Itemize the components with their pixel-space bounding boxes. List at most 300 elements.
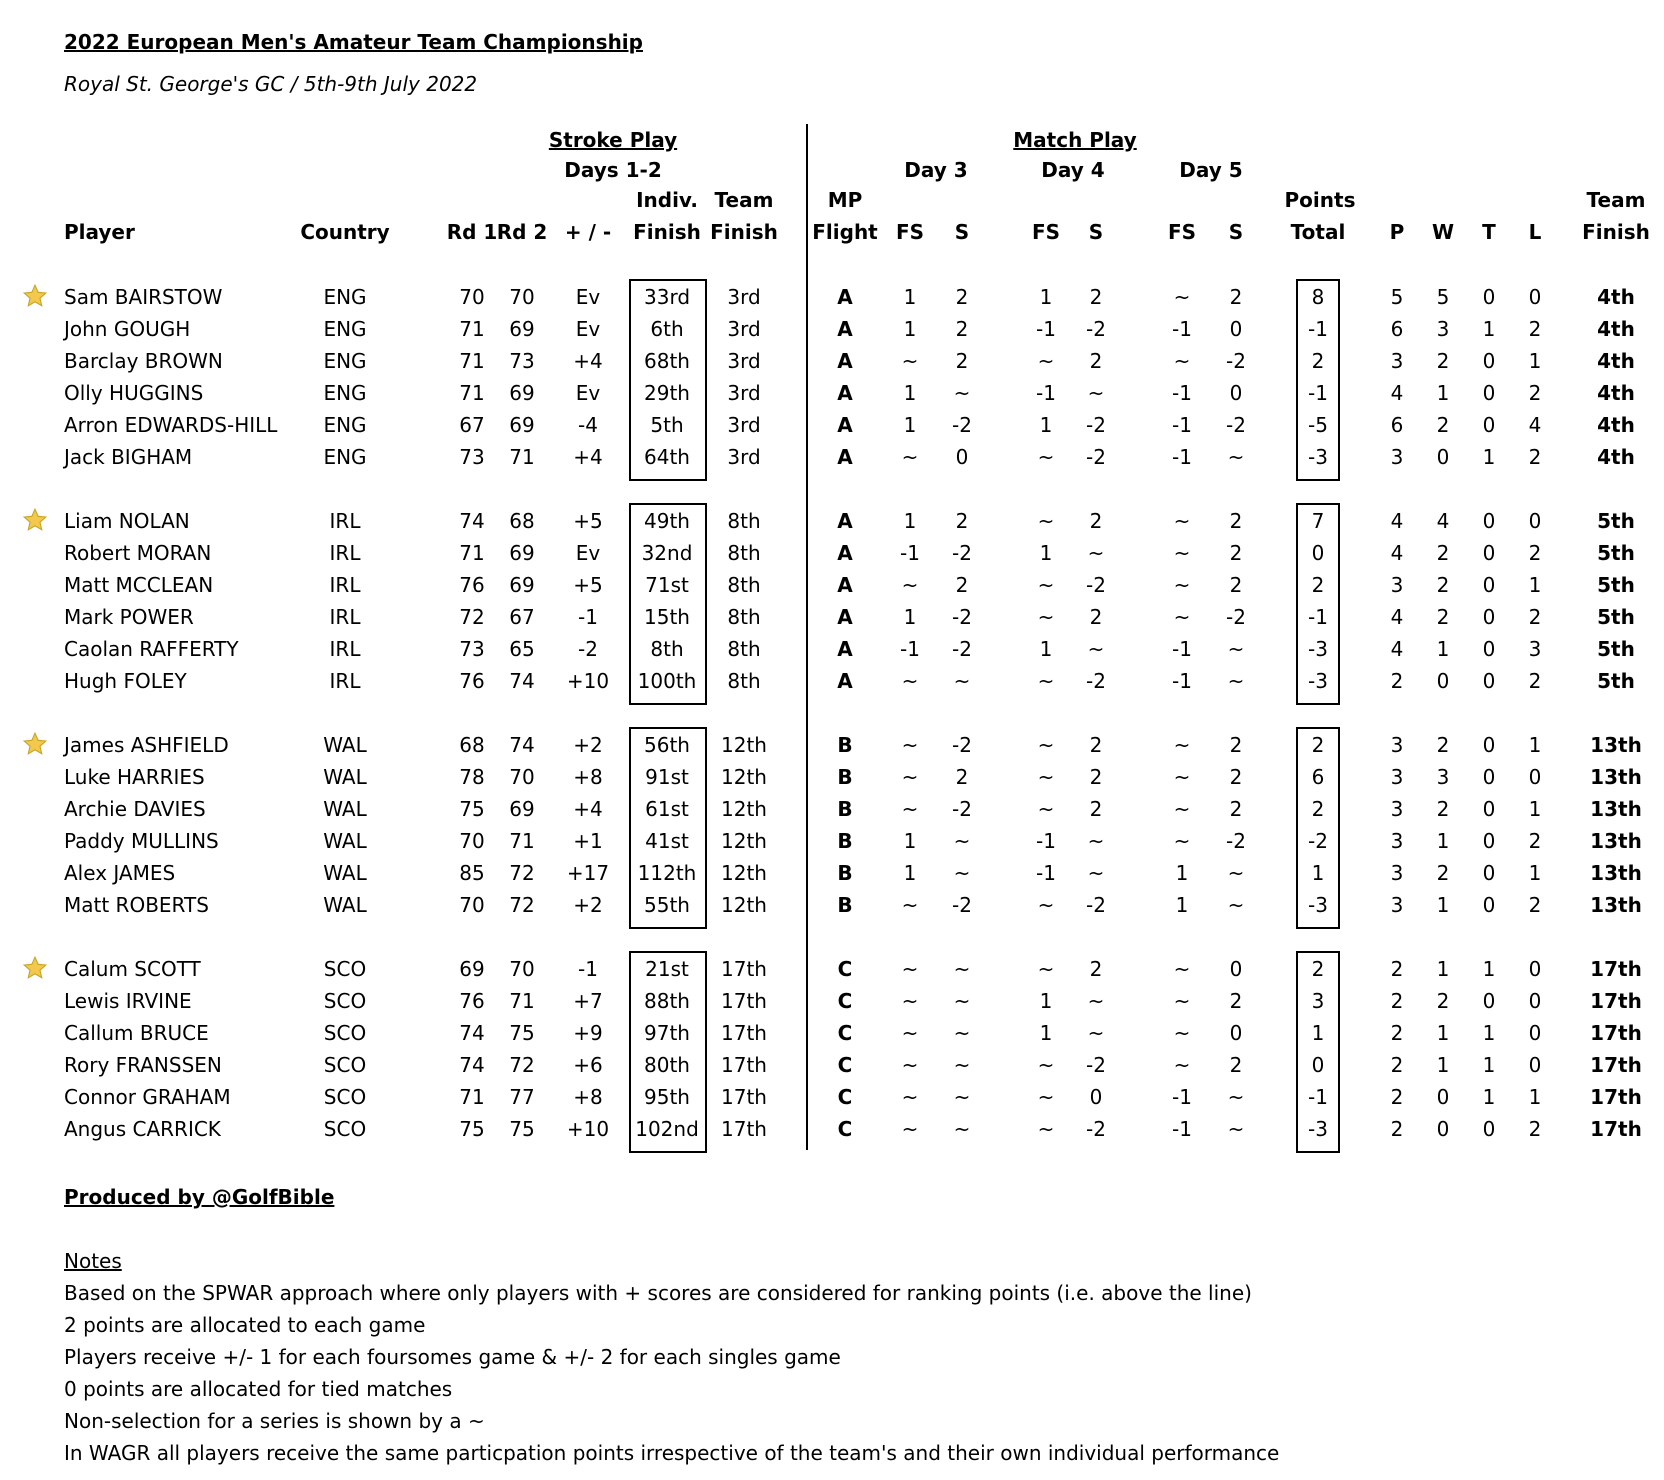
day4-s: -2 [1086,573,1106,597]
points-total-box [1296,727,1340,929]
points-total: 1 [1311,1021,1325,1045]
day3-fs: 1 [903,285,917,309]
country: IRL [329,509,361,533]
indiv-finish-header: Finish [633,220,701,244]
played: 3 [1390,765,1404,789]
day3-s: ~ [953,1117,971,1141]
played: 4 [1390,605,1404,629]
round-2: 75 [509,1021,535,1045]
points-total-box [1296,503,1340,705]
player-name: Calum SCOTT [64,957,201,981]
points-total-box [1296,279,1340,481]
day3-fs: ~ [901,1021,919,1045]
day3-fs: ~ [901,445,919,469]
round-2: 69 [509,381,535,405]
tied: 0 [1482,349,1496,373]
final-team-finish: 4th [1597,285,1635,309]
points-total: 7 [1311,509,1325,533]
won: 2 [1436,605,1450,629]
day5-fs: -1 [1172,637,1192,661]
day5-fs: 1 [1175,893,1189,917]
round-2: 69 [509,541,535,565]
points-total: -1 [1308,1085,1328,1109]
tied: 0 [1482,605,1496,629]
points-total: 6 [1311,765,1325,789]
team-finish: 17th [721,1053,767,1077]
player-name: Matt ROBERTS [64,893,209,917]
tied: 0 [1482,733,1496,757]
w-header: W [1431,220,1455,244]
day4-fs: ~ [1037,765,1055,789]
indiv-finish: 95th [644,1085,690,1109]
day5-fs: -1 [1172,1117,1192,1141]
won: 2 [1436,733,1450,757]
team-finish: 3rd [727,445,761,469]
day4-s: -2 [1086,1053,1106,1077]
final-team-finish: 17th [1590,1053,1642,1077]
day4-s: -2 [1086,893,1106,917]
day5-s: -2 [1226,349,1246,373]
note-line: Non-selection for a series is shown by a ~ [64,1409,485,1433]
day3-s: -2 [952,413,972,437]
day3-fs: 1 [903,413,917,437]
team-finish: 17th [721,989,767,1013]
player-name: Sam BAIRSTOW [64,285,223,309]
country: WAL [323,797,367,821]
day5-s: ~ [1227,445,1245,469]
day4-fs: ~ [1037,957,1055,981]
country: WAL [323,861,367,885]
plus-minus: Ev [575,317,601,341]
points-total: 0 [1311,1053,1325,1077]
round-2: 73 [509,349,535,373]
round-1: 78 [459,765,485,789]
mp-flight: C [837,989,853,1013]
indiv-finish: 49th [644,509,690,533]
day4-s: 2 [1089,509,1103,533]
day3-s: 2 [955,285,969,309]
day3-s: ~ [953,989,971,1013]
country: WAL [323,733,367,757]
day5-s: 2 [1229,733,1243,757]
country: ENG [323,317,367,341]
indiv-finish: 56th [644,733,690,757]
points-total: 3 [1311,989,1325,1013]
won: 3 [1436,317,1450,341]
day5-s: 0 [1229,957,1243,981]
player-name: Caolan RAFFERTY [64,637,239,661]
player-name: Lewis IRVINE [64,989,192,1013]
final-team-finish: 13th [1590,861,1642,885]
played: 2 [1390,957,1404,981]
won: 2 [1436,413,1450,437]
tied: 0 [1482,573,1496,597]
indiv-finish-box [629,503,707,705]
day4-s: ~ [1087,989,1105,1013]
mp-flight: A [837,573,853,597]
indiv-finish: 15th [644,605,690,629]
day4-s: 2 [1089,605,1103,629]
day5-fs: ~ [1173,1053,1191,1077]
day3-fs: ~ [901,1117,919,1141]
round-2: 77 [509,1085,535,1109]
indiv-finish-box [629,727,707,929]
day3-fs: 1 [903,605,917,629]
day3-s: -2 [952,605,972,629]
round-1: 71 [459,317,485,341]
day3-s: 2 [955,765,969,789]
tied: 1 [1482,1053,1496,1077]
indiv-finish: 41st [645,829,689,853]
indiv-finish: 21st [645,957,689,981]
day4-s: -2 [1086,317,1106,341]
lost: 4 [1528,413,1542,437]
day3-s: ~ [953,669,971,693]
day3-fs: ~ [901,1053,919,1077]
won: 1 [1436,381,1450,405]
round-2: 71 [509,989,535,1013]
points-total: -1 [1308,381,1328,405]
day4-s: ~ [1087,1021,1105,1045]
played: 3 [1390,573,1404,597]
day3-fs: ~ [901,797,919,821]
day4-fs: ~ [1037,1117,1055,1141]
day4-fs: ~ [1037,1085,1055,1109]
day4-s: -2 [1086,445,1106,469]
indiv-finish: 102nd [635,1117,699,1141]
day5-s-header: S [1228,220,1244,244]
day3-s: ~ [953,1053,971,1077]
team-finish: 8th [727,509,761,533]
played: 5 [1390,285,1404,309]
won: 1 [1436,957,1450,981]
won: 1 [1436,1021,1450,1045]
lost: 0 [1528,765,1542,789]
points-total: 8 [1311,285,1325,309]
plus-minus: Ev [575,541,601,565]
day5-s: 2 [1229,541,1243,565]
day4-s: -2 [1086,1117,1106,1141]
day5-s: 2 [1229,989,1243,1013]
star-icon [22,283,48,309]
indiv-header: Indiv. [636,188,698,212]
country: IRL [329,573,361,597]
round-2: 71 [509,829,535,853]
round-2: 69 [509,797,535,821]
team-finish: 3rd [727,413,761,437]
lost: 2 [1528,1117,1542,1141]
indiv-finish: 55th [644,893,690,917]
day5-s: -2 [1226,829,1246,853]
day4-fs: ~ [1037,509,1055,533]
player-name: Arron EDWARDS-HILL [64,413,278,437]
round-1: 85 [459,861,485,885]
mp-flight: C [837,1021,853,1045]
mp-flight: A [837,637,853,661]
country: SCO [323,989,367,1013]
day4-fs: 1 [1039,1021,1053,1045]
day4-s: 2 [1089,285,1103,309]
star-icon [22,731,48,757]
final-team-finish: 5th [1597,605,1635,629]
day3-s: ~ [953,829,971,853]
player-name: Angus CARRICK [64,1117,221,1141]
day4-fs: ~ [1037,349,1055,373]
star-icon [22,507,48,533]
team-finish: 3rd [727,381,761,405]
plus-minus: +7 [573,989,603,1013]
round-1: 71 [459,541,485,565]
day5-fs: ~ [1173,1021,1191,1045]
final-team-finish: 4th [1597,381,1635,405]
day5-s: 2 [1229,797,1243,821]
day4-s: 2 [1089,349,1103,373]
tied: 1 [1482,1085,1496,1109]
won: 1 [1436,637,1450,661]
round-1: 75 [459,1117,485,1141]
points-total: -5 [1308,413,1328,437]
team-finish-header-2: Finish [1582,220,1650,244]
indiv-finish-box [629,279,707,481]
day4-s: 2 [1089,733,1103,757]
indiv-finish-box [629,951,707,1153]
day4-fs: ~ [1037,893,1055,917]
points-total: -3 [1308,893,1328,917]
day3-s: ~ [953,1085,971,1109]
day5-s: 2 [1229,285,1243,309]
country: SCO [323,1117,367,1141]
day3-s: 2 [955,509,969,533]
day5-fs: -1 [1172,445,1192,469]
mp-flight: A [837,285,853,309]
player-header: Player [64,220,135,244]
plus-minus: +10 [566,669,610,693]
country: IRL [329,541,361,565]
mp-flight: C [837,1085,853,1109]
played: 2 [1390,669,1404,693]
points-total: -2 [1308,829,1328,853]
day5-fs-header: FS [1167,220,1197,244]
day5-fs: -1 [1172,317,1192,341]
day3-s: 2 [955,317,969,341]
player-name: Rory FRANSSEN [64,1053,222,1077]
day4-fs: 1 [1039,285,1053,309]
played: 2 [1390,1117,1404,1141]
team-finish: 3rd [727,285,761,309]
plus-minus: +2 [573,893,603,917]
page-subtitle: Royal St. George's GC / 5th-9th July 2022 [64,72,478,96]
points-total: 2 [1311,733,1325,757]
day4-s: ~ [1087,541,1105,565]
lost: 0 [1528,509,1542,533]
won: 0 [1436,1117,1450,1141]
played: 3 [1390,349,1404,373]
mp-flight: A [837,605,853,629]
team-finish-header: Finish [710,220,778,244]
mp-flight: A [837,413,853,437]
day4-fs: 1 [1039,541,1053,565]
points-total: 2 [1311,957,1325,981]
mp-flight: A [837,541,853,565]
plus-minus: -2 [578,637,598,661]
mp-flight: C [837,957,853,981]
final-team-finish: 4th [1597,445,1635,469]
round-2: 72 [509,893,535,917]
day5-fs: ~ [1173,349,1191,373]
round-1: 73 [459,445,485,469]
day4-fs: 1 [1039,637,1053,661]
played: 2 [1390,1053,1404,1077]
plus-minus: +4 [573,797,603,821]
final-team-finish: 5th [1597,509,1635,533]
plus-minus: +5 [573,573,603,597]
round-1: 70 [459,829,485,853]
day3-s: ~ [953,861,971,885]
round-1: 71 [459,1085,485,1109]
player-name: Liam NOLAN [64,509,190,533]
day5-s: 0 [1229,381,1243,405]
round-2: 71 [509,445,535,469]
country: IRL [329,669,361,693]
final-team-finish: 13th [1590,893,1642,917]
played: 4 [1390,381,1404,405]
mp-flight: C [837,1053,853,1077]
player-name: Connor GRAHAM [64,1085,231,1109]
tied: 0 [1482,285,1496,309]
day3-s: ~ [953,957,971,981]
tied: 0 [1482,669,1496,693]
team-finish: 17th [721,957,767,981]
plus-minus: +4 [573,349,603,373]
notes-heading: Notes [64,1249,122,1273]
plus-minus: +1 [573,829,603,853]
round-1: 70 [459,285,485,309]
plus-minus: +5 [573,509,603,533]
played: 2 [1390,989,1404,1013]
days12-header: Days 1-2 [564,158,662,182]
player-name: Olly HUGGINS [64,381,204,405]
tied: 0 [1482,541,1496,565]
final-team-finish: 13th [1590,797,1642,821]
lost: 1 [1528,797,1542,821]
lost: 1 [1528,733,1542,757]
tied: 0 [1482,637,1496,661]
played: 3 [1390,829,1404,853]
country: ENG [323,381,367,405]
country: IRL [329,637,361,661]
final-team-finish: 17th [1590,1085,1642,1109]
played: 3 [1390,797,1404,821]
day3-s: 0 [955,445,969,469]
indiv-finish: 68th [644,349,690,373]
match-play-header: Match Play [1013,128,1137,152]
day3-fs: 1 [903,509,917,533]
day5-s: 0 [1229,317,1243,341]
round-2: 70 [509,765,535,789]
team-finish: 12th [721,893,767,917]
round-1: 74 [459,1021,485,1045]
mp-flight: A [837,381,853,405]
day3-fs-header: FS [895,220,925,244]
points-total: -1 [1308,317,1328,341]
final-team-finish: 17th [1590,957,1642,981]
final-team-finish: 17th [1590,1117,1642,1141]
flight-header: Flight [812,220,878,244]
mp-flight: B [837,829,853,853]
indiv-finish: 33rd [643,285,691,309]
produced-by: Produced by @GolfBible [64,1185,335,1209]
played: 4 [1390,509,1404,533]
player-name: Jack BIGHAM [64,445,193,469]
plus-minus: +17 [566,861,610,885]
country: ENG [323,445,367,469]
player-name: Archie DAVIES [64,797,206,821]
plus-minus: +8 [573,1085,603,1109]
indiv-finish: 64th [644,445,690,469]
country: WAL [323,893,367,917]
day4-fs: -1 [1036,381,1056,405]
mp-flight: B [837,893,853,917]
day3-s: 2 [955,349,969,373]
points-total: -3 [1308,445,1328,469]
lost: 0 [1528,285,1542,309]
tied: 0 [1482,765,1496,789]
team-finish: 17th [721,1021,767,1045]
won: 1 [1436,893,1450,917]
final-team-finish: 17th [1590,989,1642,1013]
indiv-finish: 112th [637,861,697,885]
won: 2 [1436,541,1450,565]
day4-s: ~ [1087,861,1105,885]
team-finish: 8th [727,637,761,661]
country: ENG [323,285,367,309]
team-header-top-2: Team [1586,188,1646,212]
indiv-finish: 61st [645,797,689,821]
day4-s: 0 [1089,1085,1103,1109]
indiv-finish: 5th [650,413,684,437]
day5-s: ~ [1227,637,1245,661]
final-team-finish: 5th [1597,541,1635,565]
day3-s: -2 [952,893,972,917]
day3-s: -2 [952,733,972,757]
lost: 2 [1528,445,1542,469]
won: 4 [1436,509,1450,533]
won: 1 [1436,1053,1450,1077]
day3-fs: -1 [900,541,920,565]
note-line: Players receive +/- 1 for each foursomes game & +/- 2 for each singles game [64,1345,841,1369]
country: WAL [323,829,367,853]
team-finish: 12th [721,829,767,853]
round-1: 76 [459,669,485,693]
indiv-finish: 29th [644,381,690,405]
day4-s: 2 [1089,797,1103,821]
mp-flight: B [837,861,853,885]
won: 5 [1436,285,1450,309]
day5-fs: ~ [1173,285,1191,309]
player-name: Barclay BROWN [64,349,223,373]
round-1: 67 [459,413,485,437]
day3-fs: ~ [901,669,919,693]
won: 0 [1436,669,1450,693]
points-total-box [1296,951,1340,1153]
tied: 1 [1482,1021,1496,1045]
day4-s-header: S [1088,220,1104,244]
day5-fs: -1 [1172,413,1192,437]
plus-minus: -1 [578,605,598,629]
tied: 0 [1482,829,1496,853]
day4-s: 2 [1089,765,1103,789]
lost: 3 [1528,637,1542,661]
